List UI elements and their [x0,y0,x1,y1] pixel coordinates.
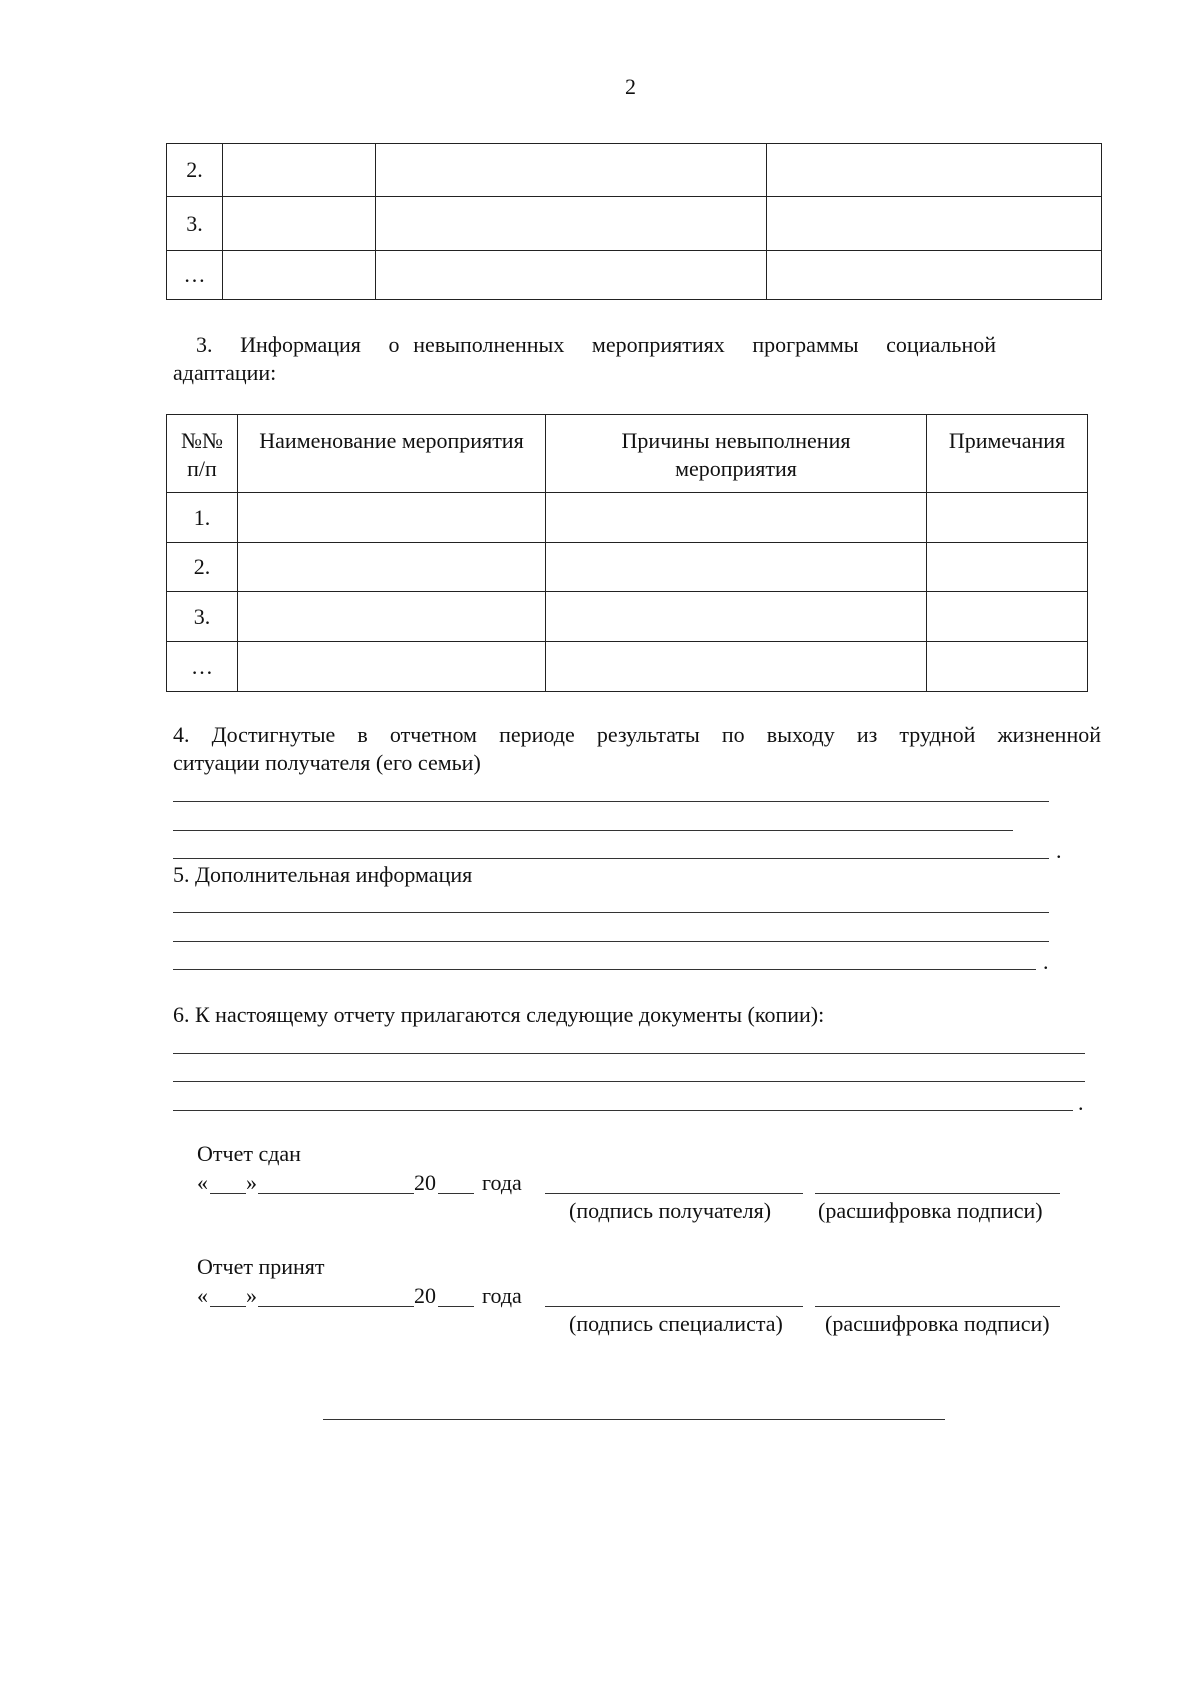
row-number: … [167,251,223,300]
table-cell [238,543,546,592]
table-row [167,543,1088,592]
submitted-quote-close: » [246,1170,257,1195]
table-cell [927,493,1088,543]
row-number: 1. [167,493,238,543]
submitted-month-blank [258,1193,414,1194]
submitted-sign-caption: (подпись получателя) [569,1198,772,1223]
accepted-label: Отчет принят [197,1254,325,1279]
table-cell [223,144,376,197]
section-5-fill-line [173,969,1036,970]
col-header-name: Наименование мероприятия [238,415,546,493]
activities-table-continued [166,143,1102,300]
table-cell [546,543,927,592]
table-row [167,642,1088,692]
table-cell [767,251,1102,300]
table-row [167,197,1102,251]
submitted-quote-open: « [197,1170,208,1195]
table-cell [376,144,767,197]
submitted-decode-line [815,1193,1060,1194]
row-number: 3. [167,592,238,642]
section-5-heading: 5. Дополнительная информация [173,862,473,887]
section-5-end-mark: . [1043,949,1049,974]
section-6-fill-line [173,1081,1085,1082]
section-6-fill-line [173,1053,1085,1054]
col-header-notes: Примечания [927,415,1088,493]
col-header-reasons: Причины невыполнения мероприятия [546,415,927,493]
table-cell [546,642,927,692]
table-row [167,493,1088,543]
section-4-heading-cont: ситуации получателя (его семьи) [173,750,481,775]
section-4-end-mark: . [1056,838,1062,863]
accepted-year-prefix: 20 [414,1283,436,1308]
table-cell [223,251,376,300]
table-cell [927,592,1088,642]
accepted-sign-caption: (подпись специалиста) [569,1311,783,1336]
section-6-heading: 6. К настоящему отчету прилагаются следующие документы (копии): [173,1002,825,1027]
table-cell [546,493,927,543]
table-cell [238,592,546,642]
row-number: … [167,642,238,692]
submitted-label: Отчет сдан [197,1141,301,1166]
section-5-fill-line [173,912,1049,913]
unfulfilled-activities-table [166,414,1088,692]
table-cell [223,197,376,251]
section-4-fill-line [173,801,1049,802]
accepted-month-blank [258,1306,414,1307]
closing-divider [323,1419,945,1420]
table-cell [927,543,1088,592]
table-cell [238,493,546,543]
table-row [167,251,1102,300]
section-4-fill-line [173,858,1049,859]
submitted-day-blank [210,1193,246,1194]
submitted-year-blank [438,1193,474,1194]
row-number: 2. [167,144,223,197]
accepted-day-blank [210,1306,246,1307]
table-cell [238,642,546,692]
section-3-heading: 3. Информация о невыполненных мероприятиях программы социальной [196,332,996,357]
accepted-decode-line [815,1306,1060,1307]
table-cell [376,251,767,300]
col-header-number: №№ п/п [167,415,238,493]
section-5-fill-line [173,941,1049,942]
accepted-year-suffix: года [482,1283,522,1308]
table-cell [767,197,1102,251]
page-number: 2 [625,74,636,99]
table-cell [376,197,767,251]
accepted-year-blank [438,1306,474,1307]
submitted-year-prefix: 20 [414,1170,436,1195]
table-cell [927,642,1088,692]
section-6-fill-line [173,1110,1073,1111]
table-cell [546,592,927,642]
table-row [167,144,1102,197]
section-4-fill-line [173,830,1013,831]
section-4-heading: 4. Достигнутые в отчетном периоде результаты по выходу из трудной жизненной [173,722,1101,747]
table-header-row [167,415,1088,493]
section-6-end-mark: . [1078,1090,1084,1115]
accepted-quote-open: « [197,1283,208,1308]
accepted-signature-line [545,1306,803,1307]
table-row [167,592,1088,642]
row-number: 2. [167,543,238,592]
row-number: 3. [167,197,223,251]
submitted-decode-caption: (расшифровка подписи) [818,1198,1043,1223]
accepted-decode-caption: (расшифровка подписи) [825,1311,1050,1336]
submitted-year-suffix: года [482,1170,522,1195]
accepted-quote-close: » [246,1283,257,1308]
submitted-signature-line [545,1193,803,1194]
section-3-heading-cont: адаптации: [173,360,277,385]
table-cell [767,144,1102,197]
